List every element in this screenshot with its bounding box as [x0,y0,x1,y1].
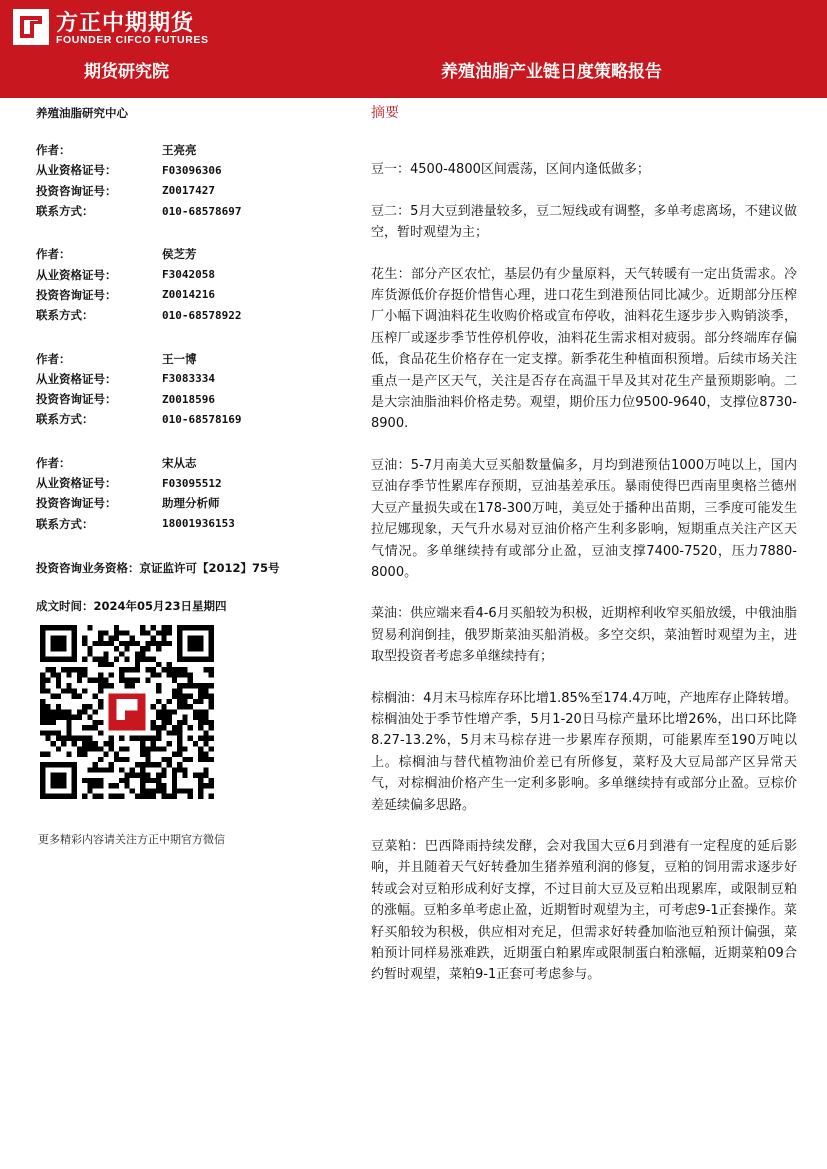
report-date: 成文时间：2024年05月23日星期四 [36,598,227,613]
license-label: 从业资格证号： [36,476,117,490]
license-label: 从业资格证号： [36,163,117,178]
author-label: 作者： [36,143,71,158]
author-block [36,244,336,325]
paragraph-text: 豆菜粕：巴西降雨持续发酵，会对我国大豆6月到港有一定程度的延后影响，并且随着天气好转叠加生猪养殖利润的修复，豆粕的饲用需求逐步好转或会对豆粕形成利好支撑，不过目前大豆及豆粕出现累库，或限制豆粕的涨幅。豆粕多单考虑止盈，近期暂时观望为主，可考虑9-1正套操作。菜籽买船较为积极，供应相对充足，但需求好转叠加临池豆粕预计偏强，菜粕预计同样易涨难跌，近期蛋白粕累库或限制蛋白粕涨幅，近期菜粕09合约暂时观望，菜粕9-1正套可考虑参与。 [371,838,797,983]
paragraph-text: 花生：部分产区农忙，基层仍有少量原料，天气转暖有一定出货需求。冷库货源低价存挺价惜售心理，进口花生到港预估同比减少。近期部分压榨厂小幅下调油料花生收购价格或宣布停收，油料花生逐步步入购销淡季，压榨厂或逐步季节性停机停收，油料花生需求相对疲弱。部分终端库存偏低，食品花生价格存在一定支撑。新季花生种植面积预增。后续市场关注重点一是产区天气，关注是否存在高温干旱及其对花生产量预期影响。二是大宗油脂油料价格走势。观望，期价压力位9500-9640，支撑位8730-8900. [371,266,797,432]
author-label: 作者： [36,455,71,470]
abstract-paragraph [371,455,797,583]
consult-label: 投资咨询证号： [36,496,117,511]
paragraph-text: 菜油：供应端来看4-6月买船较为积极，近期榨利收窄买船放缓，中俄油脂贸易利润倒挂，俄罗斯菜油买船消极。多空交织，菜油暂时观望为主，进取型投资者考虑多单继续持有； [371,606,797,665]
consult-label: 投资咨询证号： [36,392,117,407]
contact-phone: 010-68578922 [162,308,242,322]
author-name: 侯芝芳 [162,247,197,262]
author-name: 宋从志 [162,455,197,470]
license-label: 从业资格证号： [36,267,117,282]
author-name: 王一博 [162,351,197,366]
author-panel [36,105,336,614]
contact-label: 联系方式： [36,516,94,531]
abstract-paragraph [371,264,797,435]
report-title: 养殖油脂产业链日度策略报告 [441,62,662,82]
contact-phone: 18001936153 [162,517,235,531]
license-label: 从业资格证号： [36,371,117,386]
paragraph-text: 棕榈油：4月末马棕库存环比增1.85%至174.4万吨，产地库存止降转增。棕榈油处于季节性增产季，5月1-20日马棕产量环比增26%，出口环比降8.27-13.2%，5月末马棕存进一步累库存预期，可能累库至190万吨以上。棕榈油与替代植物油价差已有所修复，菜籽及大豆局部产区异常天气，对棕榈油价格产生一定利多影响。多单继续持有或部分止盈。豆棕价差延续偏多思路。 [371,690,797,813]
paragraph-text: 豆二：5月大豆到港量较多，豆二短线或有调整，多单考虑离场，不建议做空，暂时观望为主； [371,203,797,241]
consult-number: 助理分析师 [162,496,220,511]
consult-number: Z0014216 [162,288,215,302]
author-label: 作者： [36,247,71,262]
author-name: 王亮亮 [162,143,197,158]
license-number: F3042058 [162,268,215,282]
logo-text-cn: 方正中期期货 [56,11,195,36]
abstract-title: 摘要 [371,105,399,121]
abstract-section [371,103,797,1006]
contact-phone: 010-68578697 [162,204,242,218]
logo-text-en: FOUNDER CIFCO FUTURES [56,34,209,46]
paragraph-text: 豆油：5-7月南美大豆买船数量偏多，月均到港预估1000万吨以上，国内豆油存季节性累库存预期，豆油基差承压。暴雨使得巴西南里奥格兰德州大豆产量损失或在178-300万吨，美豆处于播种出苗期，三季度可能发生拉尼娜现象，天气升水易对豆油价格产生利多影响，短期重点关注产区天气情况。多单继续持有或部分止盈，豆油支撑7400-7520，压力7880-8000。 [371,457,797,580]
abstract-paragraph [371,159,797,180]
abstract-paragraph [371,201,797,244]
contact-label: 联系方式： [36,412,94,427]
license-number: F03095512 [162,476,222,490]
paragraph-text: 豆一：4500-4800区间震荡，区间内逢低做多； [371,162,650,178]
license-number: F03096306 [162,163,222,177]
consult-label: 投资咨询证号： [36,183,117,198]
contact-label: 联系方式： [36,308,94,323]
abstract-paragraph [371,603,797,667]
contact-label: 联系方式： [36,204,94,219]
author-label: 作者： [36,351,71,366]
research-center: 养殖油脂研究中心 [36,106,128,120]
abstract-paragraph [371,688,797,816]
consult-number: Z0017427 [162,184,215,198]
qr-caption: 更多精彩内容请关注方正中期官方微信 [38,833,225,846]
license-number: F3083334 [162,372,215,386]
author-block [36,348,336,429]
wechat-qr-code [40,625,214,799]
department-name: 期货研究院 [84,62,169,82]
consult-number: Z0018596 [162,392,215,406]
contact-phone: 010-68578169 [162,412,242,426]
author-block [36,453,336,534]
consult-label: 投资咨询证号： [36,287,117,302]
founder-logo-icon [12,8,50,46]
qualification-line: 投资咨询业务资格：京证监许可【2012】75号 [36,560,280,575]
abstract-paragraph [371,836,797,986]
header-banner [0,0,827,98]
author-block [36,140,336,221]
